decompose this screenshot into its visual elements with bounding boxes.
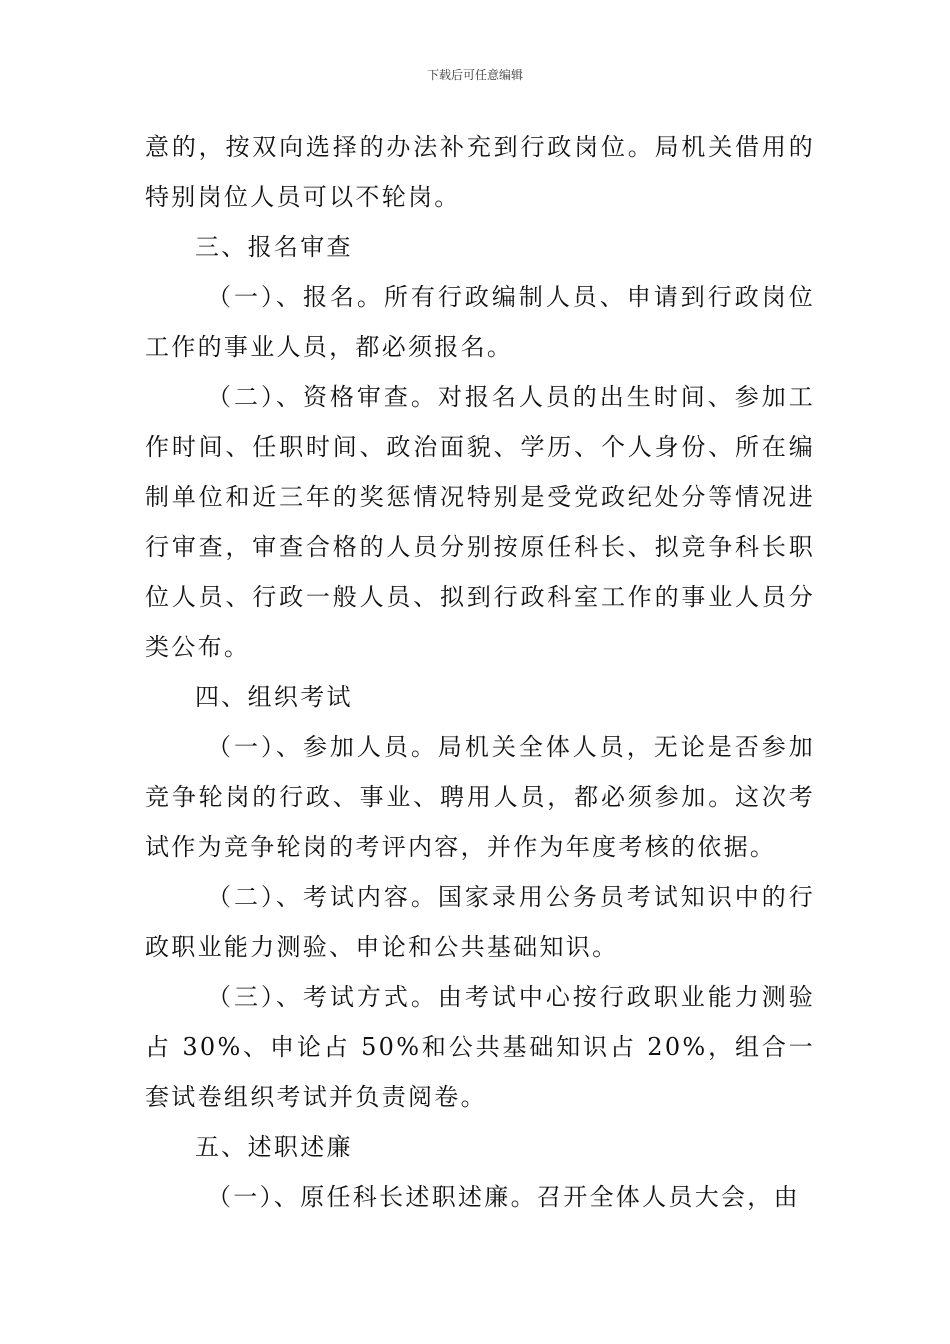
paragraph-continuation: 意的，按双向选择的办法补充到行政岗位。局机关借用的特别岗位人员可以不轮岗。	[145, 133, 815, 211]
section-heading-5: 五、述职述廉	[195, 1133, 353, 1161]
paragraph-qualification-review: （二）、资格审查。对报名人员的出生时间、参加工作时间、任职时间、政治面貌、学历、个人身份、所在编制单位和近三年的奖惩情况特别是受党政纪处分等情况进行审查，审查合格的人员分别按原任科长、拟竞争科长职位人员、行政一般人员、拟到行政科室工作的事业人员分类公布。	[145, 383, 815, 661]
paragraph-chief-report: （一）、原任科长述职述廉。召开全体人员大会，由	[207, 1183, 800, 1211]
paragraph-exam-content: （二）、考试内容。国家录用公务员考试知识中的行政职业能力测验、申论和公共基础知识。	[145, 883, 815, 961]
section-heading-4: 四、组织考试	[195, 683, 353, 711]
paragraph-exam-method: （三）、考试方式。由考试中心按行政职业能力测验占 30%、申论占 50%和公共基础知识占 20%，组合一套试卷组织考试并负责阅卷。	[145, 983, 815, 1111]
paragraph-participants: （一）、参加人员。局机关全体人员，无论是否参加竞争轮岗的行政、事业、聘用人员，都必须参加。这次考试作为竞争轮岗的考评内容，并作为年度考核的依据。	[145, 733, 815, 861]
document-body	[145, 122, 815, 1222]
paragraph-registration: （一）、报名。所有行政编制人员、申请到行政岗位工作的事业人员，都必须报名。	[145, 283, 815, 361]
section-heading-3: 三、报名审查	[195, 233, 353, 261]
page-header-note: 下载后可任意编辑	[426, 68, 523, 82]
